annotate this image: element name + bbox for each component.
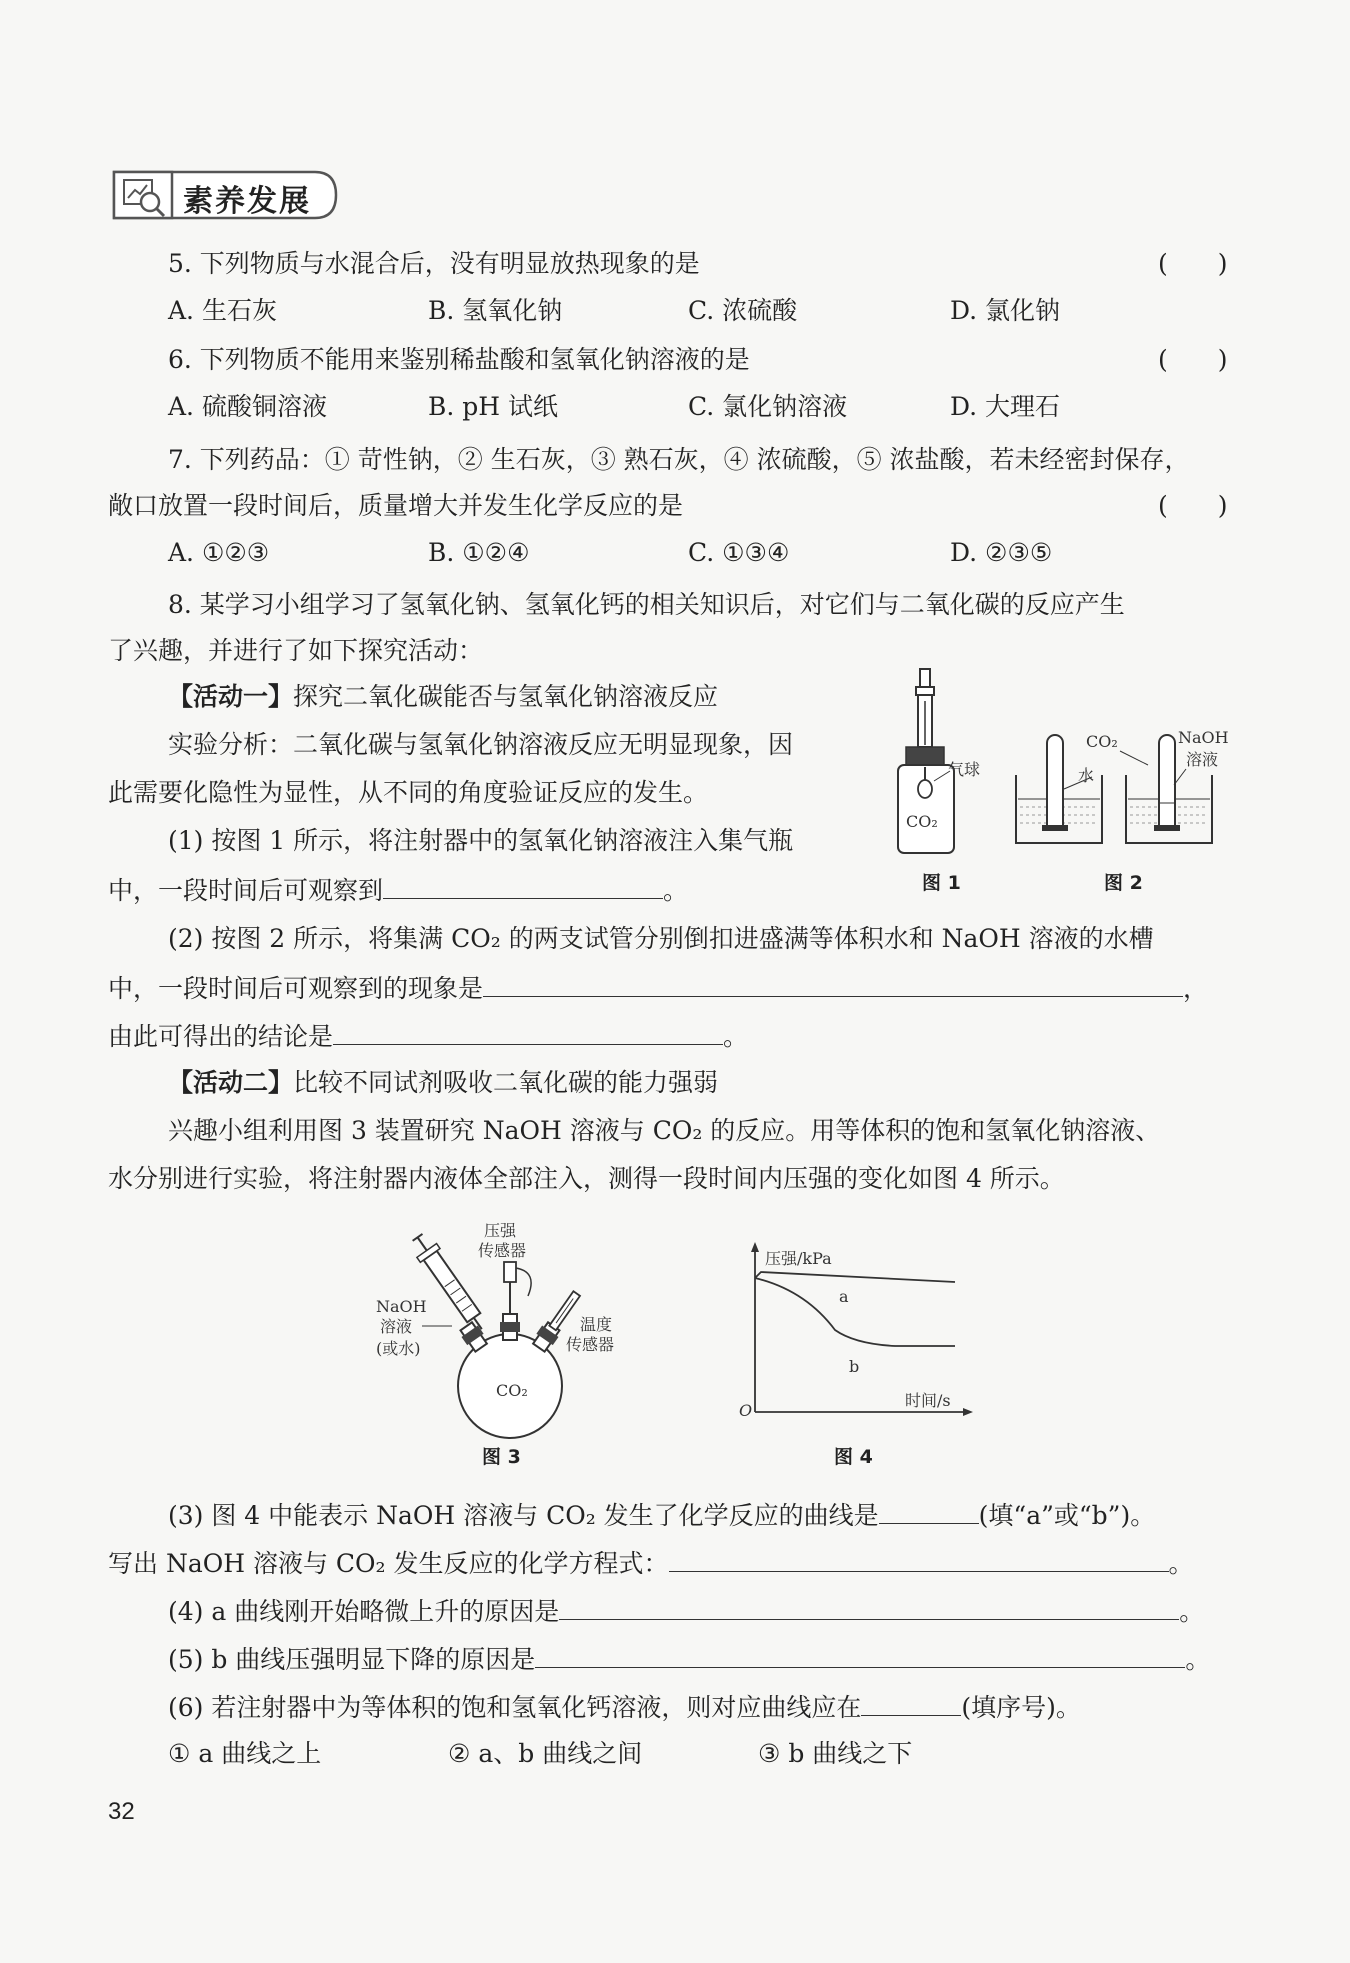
- figure-1-bottle-syringe: [890, 665, 1000, 865]
- part1-line1: (1) 按图 1 所示，将注射器中的氢氧化钠溶液注入集气瓶: [168, 826, 794, 855]
- part2-period: 。: [723, 1022, 749, 1051]
- part2-line3: [108, 1018, 748, 1054]
- part2-line1: (2) 按图 2 所示，将集满 CO₂ 的两支试管分别倒扣进盛满等体积水和 NaOH 溶液的水槽: [168, 924, 1154, 953]
- figure-3-flask-apparatus: [370, 1218, 650, 1448]
- figure-4-pressure-chart: [735, 1240, 975, 1430]
- part3-line2: [108, 1545, 1194, 1581]
- fig3-pressure-sensor-label1: 压强: [484, 1221, 517, 1240]
- fig3-pressure-sensor-label2: 传感器: [478, 1241, 527, 1260]
- q5-option-d: D. 氯化钠: [950, 296, 1061, 325]
- part5-answer-blank[interactable]: [535, 1641, 1185, 1668]
- figure-2-test-tubes: [1008, 725, 1248, 855]
- q8-intro-line2: 了兴趣，并进行了如下探究活动：: [108, 636, 484, 665]
- fig4-curve-a-label: a: [839, 1287, 849, 1306]
- figure-1-caption: 图 1: [922, 872, 961, 894]
- part6-text: (6) 若注射器中为等体积的饱和氢氧化钙溶液，则对应曲线应在: [168, 1693, 862, 1722]
- fig4-curve-b: [755, 1278, 955, 1346]
- q5-stem: 5. 下列物质与水混合后，没有明显放热现象的是: [168, 249, 700, 278]
- q6-answer-paren: ( ): [1158, 345, 1228, 374]
- part5-period: 。: [1185, 1645, 1211, 1674]
- fig3-naoh-label: NaOH: [376, 1297, 427, 1316]
- q8-intro-line1: 8. 某学习小组学习了氢氧化钠、氢氧化钙的相关知识后，对它们与二氧化碳的反应产生: [168, 590, 1125, 619]
- q7-option-d: D. ②③⑤: [950, 538, 1053, 567]
- part6-tail: (填序号)。: [961, 1693, 1081, 1722]
- fig4-curve-a: [755, 1272, 955, 1282]
- q7-answer-paren: ( ): [1158, 491, 1228, 520]
- part3-equation-blank[interactable]: [669, 1545, 1169, 1572]
- fig3-solution-label: 溶液: [380, 1317, 413, 1336]
- activity2-heading: [168, 1066, 718, 1100]
- fig2-solution-label: 溶液: [1186, 750, 1219, 769]
- fig3-gas-label: CO₂: [496, 1381, 528, 1400]
- figure-4-caption: 图 4: [834, 1446, 873, 1468]
- part1-line2: [108, 872, 688, 908]
- part3-line2-text: 写出 NaOH 溶液与 CO₂ 发生反应的化学方程式：: [108, 1549, 669, 1578]
- q5-answer-paren: ( ): [1158, 249, 1228, 278]
- part5-text: (5) b 曲线压强明显下降的原因是: [168, 1645, 536, 1674]
- part3-line1-tail: (填“a”或“b”)。: [978, 1501, 1156, 1530]
- part6-line: [168, 1689, 1081, 1725]
- part6-option-3: ③ b 曲线之下: [758, 1739, 913, 1768]
- q5-option-a: A. 生石灰: [168, 296, 277, 325]
- fig4-curve-b-label: b: [849, 1357, 860, 1376]
- activity1-text: 探究二氧化碳能否与氢氧化钠溶液反应: [293, 682, 719, 711]
- part2-line2-text: 中，一段时间后可观察到的现象是: [108, 974, 484, 1003]
- part3-line1: [168, 1497, 1155, 1533]
- part2-line2: [108, 970, 1208, 1006]
- fig3-temp-sensor-label2: 传感器: [566, 1335, 615, 1354]
- part2-comma: ，: [1183, 974, 1209, 1003]
- q7-line2: 敞口放置一段时间后，质量增大并发生化学反应的是: [108, 491, 684, 520]
- q7-option-b: B. ①②④: [428, 538, 530, 567]
- part6-option-2: ② a、b 曲线之间: [448, 1739, 643, 1768]
- fig4-xlabel: 时间/s: [905, 1391, 951, 1410]
- figure-3-caption: 图 3: [482, 1446, 521, 1468]
- part2-line3-text: 由此可得出的结论是: [108, 1022, 334, 1051]
- q5-option-b: B. 氢氧化钠: [428, 296, 563, 325]
- q6-option-d: D. 大理石: [950, 392, 1061, 421]
- section-title: 素养发展: [183, 184, 311, 219]
- part2-observation-blank[interactable]: [483, 970, 1183, 997]
- analysis-line1: 实验分析：二氧化碳与氢氧化钠溶液反应无明显现象，因: [168, 730, 794, 759]
- activity1-title: 【活动一】: [168, 682, 294, 711]
- fig4-origin: O: [739, 1401, 753, 1420]
- activity2-text: 比较不同试剂吸收二氧化碳的能力强弱: [293, 1068, 719, 1097]
- part3-curve-blank[interactable]: [879, 1497, 979, 1524]
- fig4-ylabel: 压强/kPa: [765, 1249, 832, 1268]
- fig3-or-water-label: (或水): [376, 1339, 421, 1358]
- page-number: 32: [108, 1798, 135, 1825]
- fig2-co2-label: CO₂: [1086, 732, 1118, 751]
- q7-line1: 7. 下列药品：① 苛性钠，② 生石灰，③ 熟石灰，④ 浓硫酸，⑤ 浓盐酸，若未经密封保存，: [168, 445, 1190, 474]
- q6-option-c: C. 氯化钠溶液: [688, 392, 848, 421]
- fig2-naoh-label: NaOH: [1178, 728, 1229, 747]
- part1-line2-text: 中，一段时间后可观察到: [108, 876, 384, 905]
- part1-answer-blank[interactable]: [383, 872, 663, 899]
- fig1-gas-label: CO₂: [906, 812, 938, 831]
- fig3-temp-sensor-label1: 温度: [580, 1315, 613, 1334]
- activity2-line1: 兴趣小组利用图 3 装置研究 NaOH 溶液与 CO₂ 的反应。用等体积的饱和氢氧化钠溶液、: [168, 1116, 1161, 1145]
- part4-answer-blank[interactable]: [559, 1593, 1179, 1620]
- part5-line: [168, 1641, 1210, 1677]
- activity2-line2: 水分别进行实验，将注射器内液体全部注入，测得一段时间内压强的变化如图 4 所示。: [108, 1164, 1065, 1193]
- fig1-balloon-label: 气球: [948, 760, 981, 779]
- q7-option-a: A. ①②③: [168, 538, 270, 567]
- activity2-title: 【活动二】: [168, 1068, 294, 1097]
- fig2-water-label: 水: [1078, 766, 1095, 785]
- part3-line1-text: (3) 图 4 中能表示 NaOH 溶液与 CO₂ 发生了化学反应的曲线是: [168, 1501, 879, 1530]
- part4-line: [168, 1593, 1204, 1629]
- analysis-line2: 此需要化隐性为显性，从不同的角度验证反应的发生。: [108, 778, 709, 807]
- q6-option-a: A. 硫酸铜溶液: [168, 392, 327, 421]
- activity1-heading: [168, 680, 718, 714]
- figure-2-caption: 图 2: [1104, 872, 1143, 894]
- part6-option-1: ① a 曲线之上: [168, 1739, 322, 1768]
- part3-period: 。: [1168, 1549, 1194, 1578]
- part4-text: (4) a 曲线刚开始略微上升的原因是: [168, 1597, 560, 1626]
- part4-period: 。: [1179, 1597, 1205, 1626]
- q6-stem: 6. 下列物质不能用来鉴别稀盐酸和氢氧化钠溶液的是: [168, 345, 750, 374]
- q7-option-c: C. ①③④: [688, 538, 790, 567]
- q6-option-b: B. pH 试纸: [428, 392, 559, 421]
- part2-conclusion-blank[interactable]: [333, 1018, 723, 1045]
- part1-period: 。: [663, 876, 689, 905]
- q5-option-c: C. 浓硫酸: [688, 296, 798, 325]
- part6-answer-blank[interactable]: [861, 1689, 961, 1716]
